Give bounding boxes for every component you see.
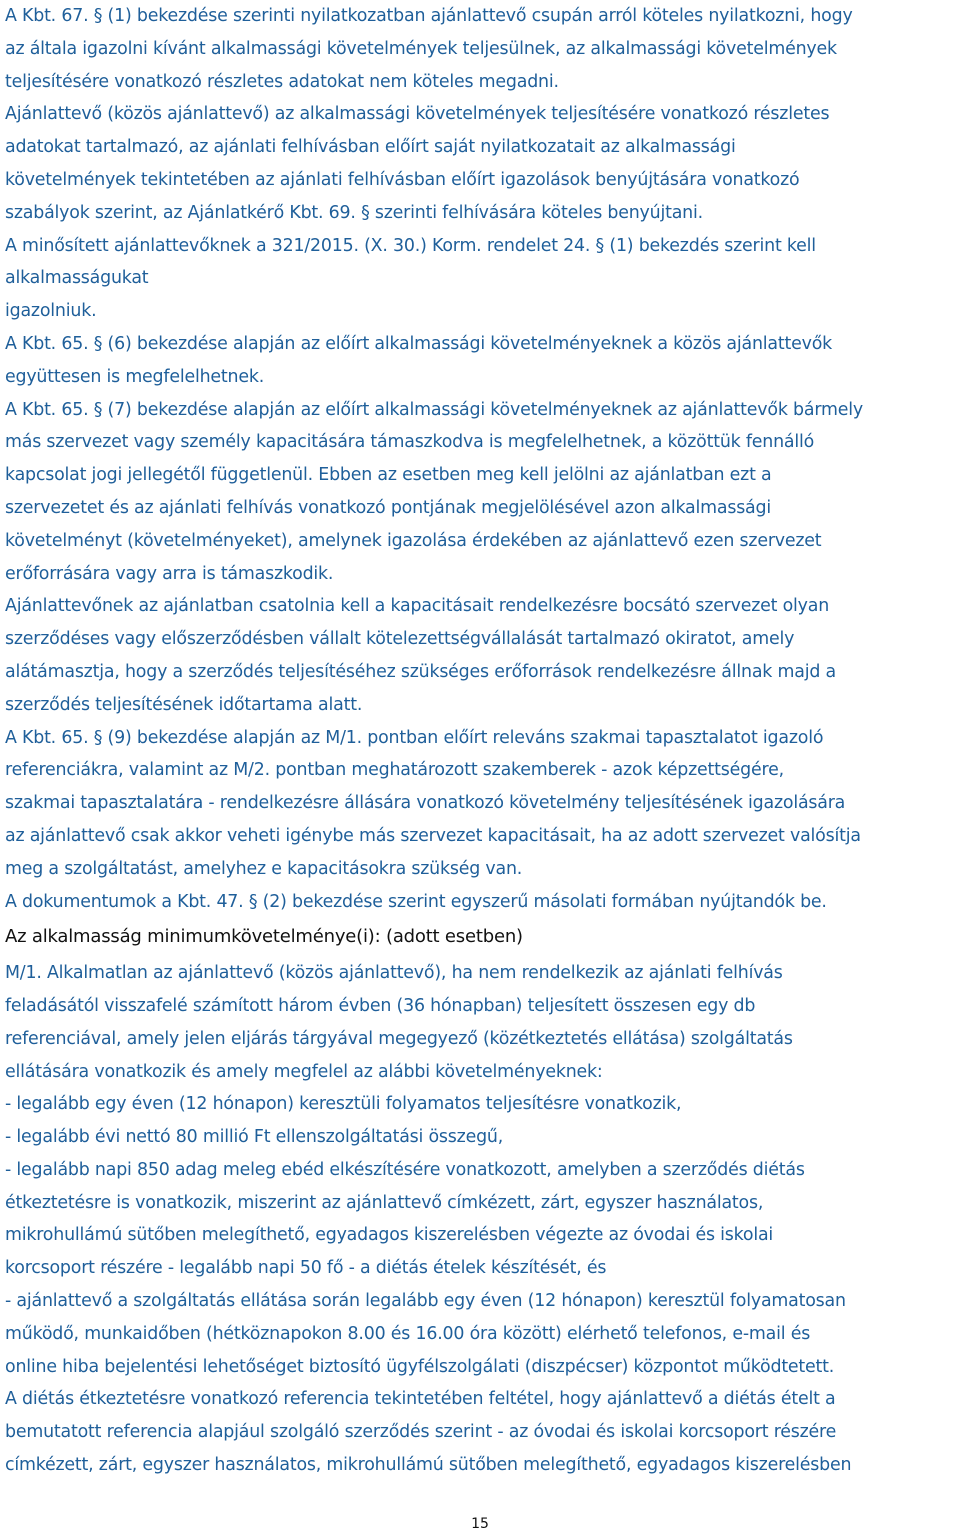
text-line: követelményt (követelményeket), amelynek igazolása érdekében az ajánlattevő ezen szervezet [5, 530, 822, 551]
text-line: - legalább évi nettó 80 millió Ft ellenszolgáltatási összegű, [5, 1127, 504, 1148]
text-line: M/1. Alkalmatlan az ajánlattevő (közös ajánlattevő), ha nem rendelkezik az ajánlati felhívás [5, 963, 783, 984]
text-line: szerződéses vagy előszerződésben vállalt kötelezettségvállalását tartalmazó okiratot, amely [5, 629, 795, 650]
text-line: bemutatott referencia alapjául szolgáló szerződés szerint - az óvodai és iskolai korcsoport részére [5, 1422, 837, 1443]
text-line: A Kbt. 65. § (7) bekezdése alapján az előírt alkalmassági követelményeknek az ajánlattevők bármely [5, 399, 863, 420]
text-line: A Kbt. 65. § (6) bekezdése alapján az előírt alkalmassági követelményeknek a közös ajánlattevők [5, 333, 833, 354]
text-line: szerződés teljesítésének időtartama alatt. [5, 694, 363, 715]
document-body [5, 0, 955, 1482]
text-line: adatokat tartalmazó, az ajánlati felhívásban előírt saját nyilatkozatait az alkalmassági [5, 137, 736, 158]
text-line: erőforrására vagy arra is támaszkodik. [5, 563, 334, 584]
text-line: más szervezet vagy személy kapacitására támaszkodva is megfelelhetnek, a közöttük fennálló [5, 432, 815, 453]
text-line: alkalmasságukat [5, 268, 149, 289]
text-line: A diétás étkeztetésre vonatkozó referencia tekintetében feltétel, hogy ajánlattevő a diétás ételt a [5, 1389, 836, 1410]
text-line: referenciákra, valamint az M/2. pontban meghatározott szakemberek - azok képzettségére, [5, 760, 784, 781]
text-line: Ajánlattevőnek az ajánlatban csatolnia kell a kapacitásait rendelkezésre bocsátó szervezet olyan [5, 596, 830, 617]
text-line: működő, munkaidőben (hétköznapokon 8.00 és 16.00 óra között) elérhető telefonos, e-mail és [5, 1323, 811, 1344]
text-line: Ajánlattevő (közös ajánlattevő) az alkalmassági követelmények teljesítésére vonatkozó részletes [5, 104, 830, 125]
text-line: mikrohullámú sütőben melegíthető, egyadagos kiszerelésben végezte az óvodai és iskolai [5, 1225, 774, 1246]
text-line: meg a szolgáltatást, amelyhez e kapacitásokra szükség van. [5, 858, 523, 879]
text-line: az ajánlattevő csak akkor veheti igénybe más szervezet kapacitásait, ha az adott szervezet valósítja [5, 825, 861, 846]
text-line: referenciával, amely jelen eljárás tárgyával megegyező (közétkeztetés ellátása) szolgáltatás [5, 1028, 793, 1049]
text-line: - legalább napi 850 adag meleg ebéd elkészítésére vonatkozott, amelyben a szerződés diétás [5, 1159, 805, 1180]
text-line: kapcsolat jogi jellegétől függetlenül. Ebben az esetben meg kell jelölni az ajánlatban ezt a [5, 465, 772, 486]
text-line: korcsoport részére - legalább napi 50 fő - a diétás ételek készítését, és [5, 1258, 607, 1279]
text-line: igazolniuk. [5, 301, 97, 322]
text-line: A Kbt. 67. § (1) bekezdése szerinti nyilatkozatban ajánlattevő csupán arról köteles nyilatkozni, hogy [5, 6, 853, 26]
text-line: együttesen is megfelelhetnek. [5, 366, 265, 387]
text-line: címkézett, zárt, egyszer használatos, mikrohullámú sütőben melegíthető, egyadagos kiszerelésben [5, 1455, 852, 1476]
text-line: szakmai tapasztalatára - rendelkezésre állására vonatkozó követelmény teljesítésének igazolására [5, 793, 846, 814]
text-line: étkeztetésre is vonatkozik, miszerint az ajánlattevő címkézett, zárt, egyszer használatos, [5, 1192, 764, 1213]
text-line: A Kbt. 65. § (9) bekezdése alapján az M/1. pontban előírt releváns szakmai tapasztalatot igazoló [5, 727, 824, 748]
text-line: szabályok szerint, az Ajánlatkérő Kbt. 69. § szerinti felhívására köteles benyújtani. [5, 202, 703, 223]
text-line: ellátására vonatkozik és amely megfelel az alábbi követelményeknek: [5, 1061, 603, 1082]
text-line: - legalább egy éven (12 hónapon) keresztüli folyamatos teljesítésre vonatkozik, [5, 1094, 682, 1115]
text-line: szervezetet és az ajánlati felhívás vonatkozó pontjának megjelölésével azon alkalmassági [5, 497, 771, 518]
text-line: A minősített ajánlattevőknek a 321/2015. (X. 30.) Korm. rendelet 24. § (1) bekezdés szerint kell [5, 235, 816, 256]
text-line: feladásától visszafelé számított három évben (36 hónapban) teljesített összesen egy db [5, 995, 756, 1016]
page-number: 15 [471, 1516, 489, 1532]
text-line: követelmények tekintetében az ajánlati felhívásban előírt igazolások benyújtására vonatkozó [5, 169, 800, 190]
text-line: az általa igazolni kívánt alkalmassági követelmények teljesülnek, az alkalmassági követelmények [5, 38, 837, 59]
text-line: teljesítésére vonatkozó részletes adatokat nem köteles megadni. [5, 71, 559, 92]
text-line: online hiba bejelentési lehetőséget biztosító ügyfélszolgálati (diszpécser) központot működtetett. [5, 1356, 835, 1377]
text-line: A dokumentumok a Kbt. 47. § (2) bekezdése szerint egyszerű másolati formában nyújtandók be. [5, 891, 827, 912]
section-heading: Az alkalmasság minimumkövetelménye(i): (adott esetben) [5, 926, 523, 948]
text-line: alátámasztja, hogy a szerződés teljesítéséhez szükséges erőforrások rendelkezésre állnak majd a [5, 661, 836, 682]
text-line: - ajánlattevő a szolgáltatás ellátása során legalább egy éven (12 hónapon) keresztül folyamatosan [5, 1291, 846, 1312]
